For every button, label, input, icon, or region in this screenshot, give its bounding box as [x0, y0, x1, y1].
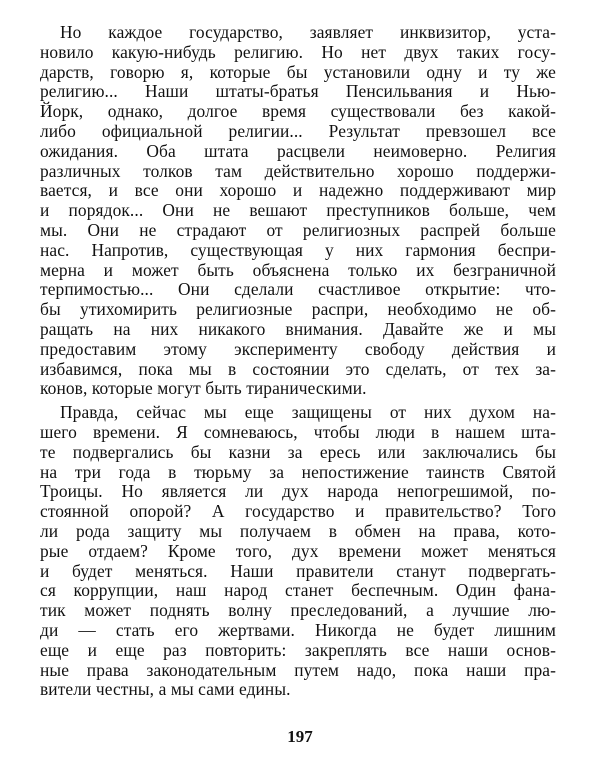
text-line: религию... Наши штаты-братья Пенсильвания и Нью-	[40, 81, 556, 102]
text-line: ожидания. Оба штата расцвели неимоверно. Религия	[40, 140, 556, 161]
text-line: шего времени. Я сомневаюсь, чтобы люди в нашем штa-	[40, 421, 556, 442]
paragraph-2	[40, 403, 556, 700]
text-line: Троицы. Но является ли дух народа непогрешимой, по-	[40, 481, 556, 502]
text-line: дарств, говорю я, которые бы установили одну и ту же	[40, 61, 556, 82]
text-line: вители честны, а мы сами едины.	[40, 679, 291, 700]
text-line: ли рода защиту мы получаем в обмен на права, кото-	[40, 520, 556, 541]
text-line: Йорк, однако, долгое время существовали без какой-	[40, 101, 556, 122]
text-line: бы утихомирить религиозные распри, необходимо не об-	[40, 299, 556, 320]
text-line: мы. Они не страдают от религиозных распрей больше	[40, 219, 556, 240]
text-line: мерна и может быть объяснена только их безграничной	[40, 259, 556, 280]
text-line: стоянной опорой? А государство и правительство? Того	[40, 501, 556, 522]
text-line: еще и еще раз повторить: закреплять все наши основ-	[40, 639, 556, 660]
text-line: нас. Напротив, существующая у них гармония беспри-	[40, 239, 556, 260]
text-line: на три года в тюрьму за непостижение таинств Святой	[40, 461, 556, 482]
text-line: либо официальной религии... Результат превзошел все	[40, 120, 556, 141]
page-body	[40, 23, 556, 743]
text-line: новило какую-нибудь религию. Но нет двух таких госу-	[40, 41, 556, 62]
text-line: ращать на них никакого внимания. Давайте же и мы	[40, 318, 556, 339]
text-line: Правда, сейчас мы еще защищены от них духом на-	[60, 402, 556, 423]
text-line: Но каждое государство, заявляет инквизитор, уста-	[60, 22, 556, 42]
text-line: избавимся, пока мы в состоянии это сделать, от тех за-	[40, 358, 556, 379]
text-line: рые отдаем? Кроме того, дух времени может меняться	[40, 540, 556, 561]
text-line: тик может поднять волну преследований, а лучшие лю-	[40, 600, 556, 621]
paragraph-1	[40, 23, 556, 399]
text-line: те подвергались бы казни за ересь или заключались бы	[40, 441, 556, 462]
text-line: и порядок... Они не вешают преступников больше, чем	[40, 200, 556, 221]
text-line: терпимостью... Они сделали счастливое открытие: что-	[40, 279, 556, 300]
text-line: ся коррупции, наш народ станет беспечным. Один фана-	[40, 580, 556, 601]
text-line: различных толков там действительно хорошо поддержи-	[40, 160, 556, 181]
text-line: и будет меняться. Наши правители станут подвергать-	[40, 560, 556, 581]
text-line: конов, которые могут быть тираническими.	[40, 378, 367, 399]
page-number: 197	[287, 727, 313, 746]
text-line: ди — стать его жертвами. Никогда не будет лишним	[40, 619, 556, 640]
text-line: предоставим этому эксперименту свободу действия и	[40, 338, 556, 359]
text-line: ные права законодательным путем надо, пока наши пра-	[40, 659, 556, 680]
text-line: вается, и все они хорошо и надежно поддерживают мир	[40, 180, 556, 201]
